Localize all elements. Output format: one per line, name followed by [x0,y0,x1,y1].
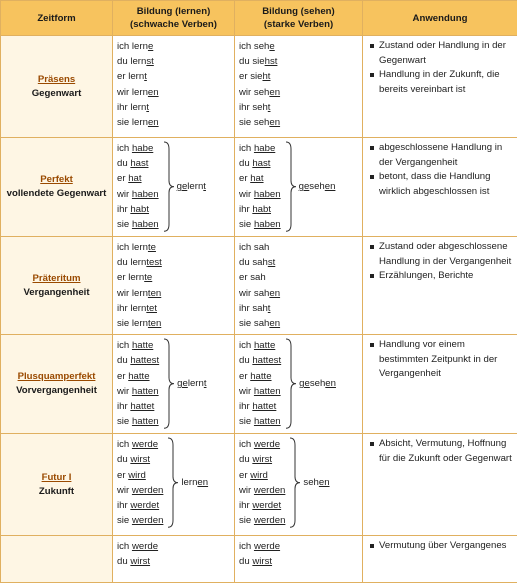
pronoun-stem: wir lern [117,288,148,299]
auxiliary-verb: hattet [252,401,276,412]
ending: t [268,303,271,314]
anwendung-cell [363,138,517,237]
infinitive-ending: en [319,477,330,488]
header-anwendung: Anwendung [363,1,517,36]
auxiliary-lines [117,437,163,528]
conjugation-line [117,85,234,100]
pronoun: ich [239,340,254,351]
auxiliary-verb: habe [132,143,153,154]
auxiliary-verb: werde [132,439,158,450]
pronoun: wir [239,485,254,496]
conjugation-line [117,100,234,115]
auxiliary-verb: wird [250,470,268,481]
usage-list [367,539,513,554]
auxiliary-verb: haben [254,219,281,230]
participle-ending: t [204,378,207,389]
pronoun: ihr [239,204,252,215]
tense-cell [1,536,113,583]
tense-name[interactable]: Präsens [3,73,110,87]
bildung-sehen-cell [235,536,363,583]
bildung-sehen-cell [235,335,363,434]
pronoun-stem: ich lern [117,41,148,52]
pronoun-stem: er sah [239,272,266,283]
conjugation-line [239,353,281,368]
ending: e [148,41,153,52]
conjugation-line [239,202,281,217]
conjugation-line [117,483,163,498]
auxiliary-verb: werde [254,439,280,450]
compound-form [117,338,234,429]
pronoun-stem: wir seh [239,87,269,98]
tense-cell [1,138,113,237]
tense-cell [1,36,113,138]
conjugation-line [239,483,285,498]
usage-item: abgeschlossene Handlung in der Vergangenheit [379,141,513,170]
auxiliary-verb: haben [132,219,159,230]
pronoun: wir [239,386,254,397]
conjugation-line [117,217,159,232]
conjugation-line [239,255,362,270]
conjugation-line [117,414,159,429]
usage-item: Zustand oder abgeschlossene Handlung in der Vergangenheit [379,240,513,269]
participle-ending: en [325,181,336,192]
ending: en [269,87,280,98]
conjugation-line [239,498,285,513]
pronoun-stem: du sah [239,257,268,268]
usage-item: Absicht, Vermutung, Hoffnung für die Zukunft oder Gegenwart [379,437,513,466]
participle [177,181,206,192]
conjugation-line [239,100,362,115]
ending: st [268,257,275,268]
pronoun-stem: ihr lern [117,102,146,113]
conjugation-line [117,202,159,217]
curly-brace-icon [285,338,297,429]
conjugation-line [239,39,362,54]
compound-form [239,141,362,232]
auxiliary-verb: hat [128,173,141,184]
conjugation-line [239,54,362,69]
auxiliary-verb: werde [254,541,280,552]
ending: ten [148,318,161,329]
conjugation-line [239,414,281,429]
auxiliary-lines [117,338,159,429]
ending: t [268,102,271,113]
ending: t [146,102,149,113]
header-bildung-sehen: Bildung (sehen) (starke Verben) [235,1,363,36]
conjugation-line [117,554,158,569]
participle-stem: seh [310,378,325,389]
ending: hst [265,56,278,67]
tense-name[interactable]: Perfekt [3,173,110,187]
pronoun-stem: er sie [239,71,262,82]
auxiliary-verb: werden [132,515,163,526]
anwendung-cell [363,237,517,335]
conjugation-line [117,498,163,513]
header-row [1,1,517,36]
auxiliary-verb: hattest [130,355,159,366]
pronoun-stem: ihr lern [117,303,146,314]
auxiliary-verb: wirst [252,556,272,567]
participle-stem: lern [188,378,204,389]
conjugation-line [117,353,159,368]
compound-form [239,437,362,528]
pronoun: sie [117,416,132,427]
pronoun-stem: ich seh [239,41,269,52]
pronoun: wir [117,386,132,397]
conjugation-line [117,452,163,467]
auxiliary-lines [117,141,159,232]
conjugation-line [239,240,362,255]
usage-list [367,240,513,284]
usage-list [367,39,513,97]
auxiliary-verb: hast [130,158,148,169]
auxiliary-verb: hatte [132,340,153,351]
pronoun: ihr [239,500,252,511]
ending: en [148,87,159,98]
curly-brace-icon [163,338,175,429]
pronoun: ihr [239,401,252,412]
conjugation-line [117,399,159,414]
pronoun: ich [117,143,132,154]
pronoun: du [239,355,252,366]
pronoun-stem: sie seh [239,117,269,128]
ending: en [269,288,280,299]
bildung-sehen-cell [235,434,363,536]
conjugation-line [239,539,280,554]
compound-form [239,338,362,429]
auxiliary-verb: hatten [254,386,281,397]
pronoun-stem: du sie [239,56,265,67]
conjugation-line [239,69,362,84]
tense-translation: vollendete Gegenwart [3,187,110,201]
conjugation-line [117,539,158,554]
auxiliary-verb: habt [130,204,149,215]
curly-brace-icon [163,141,175,232]
participle [303,477,329,488]
bildung-lernen-cell [113,36,235,138]
conjugation-line [239,384,281,399]
auxiliary-verb: habt [252,204,271,215]
conjugation-line [117,513,163,528]
conjugation-line [117,437,163,452]
pronoun-stem: sie lern [117,318,148,329]
auxiliary-verb: hast [252,158,270,169]
infinitive-ending: en [197,477,208,488]
bildung-lernen-cell [113,536,235,583]
ending: ten [148,288,161,299]
auxiliary-verb: werdet [130,500,159,511]
curly-brace-icon [285,141,297,232]
table-row [1,335,517,434]
conjugation-line [117,115,234,130]
pronoun: du [239,556,252,567]
pronoun: ihr [117,204,130,215]
conjugation-lines [117,240,234,331]
compound-form [117,437,234,528]
conjugation-line [117,270,234,285]
conjugation-line [239,468,285,483]
conjugation-line [117,468,163,483]
auxiliary-verb: wirst [130,454,150,465]
header-bildung-lernen: Bildung (lernen) (schwache Verben) [113,1,235,36]
conjugation-line [117,240,234,255]
bildung-lernen-cell [113,237,235,335]
pronoun: wir [239,189,254,200]
pronoun-stem: wir lern [117,87,148,98]
conjugation-line [239,171,281,186]
conjugation-line [239,187,281,202]
conjugation-line [117,54,234,69]
pronoun: wir [117,189,132,200]
auxiliary-verb: wirst [130,556,150,567]
ending: en [148,117,159,128]
auxiliary-lines [117,539,158,569]
auxiliary-verb: hat [250,173,263,184]
auxiliary-lines [239,539,280,569]
bildung-lernen-cell [113,138,235,237]
conjugation-line [117,69,234,84]
table-row [1,237,517,335]
conjugation-line [117,255,234,270]
pronoun: du [117,556,130,567]
pronoun: du [117,355,130,366]
conjugation-line [239,85,362,100]
ending: ht [262,71,270,82]
conjugation-line [117,301,234,316]
pronoun: du [239,158,252,169]
usage-item: Vermutung über Vergangenes [379,539,513,554]
pronoun-stem: er lern [117,272,144,283]
conjugation-lines [117,39,234,130]
tense-name[interactable]: Plusquamperfekt [3,370,110,384]
bildung-lernen-cell [113,335,235,434]
compound-form [239,539,362,569]
participle [299,378,336,389]
auxiliary-verb: werden [254,485,285,496]
pronoun: ich [239,439,254,450]
bildung-lernen-cell [113,434,235,536]
auxiliary-verb: werden [254,515,285,526]
auxiliary-verb: hatte [250,371,271,382]
auxiliary-verb: haben [254,189,281,200]
usage-item: Zustand oder Handlung in der Gegenwart [379,39,513,68]
auxiliary-verb: hatte [254,340,275,351]
conjugation-line [117,338,159,353]
conjugation-line [239,270,362,285]
conjugation-line [117,39,234,54]
auxiliary-verb: wird [128,470,146,481]
pronoun: ihr [117,401,130,412]
auxiliary-verb: hattest [252,355,281,366]
pronoun: ich [117,439,132,450]
ending: te [148,242,156,253]
conjugation-line [117,369,159,384]
participle-stem: lern [187,181,203,192]
ending: tet [146,303,157,314]
pronoun-stem: ihr seh [239,102,268,113]
ending: en [269,318,280,329]
tense-cell [1,434,113,536]
participle-ending: t [203,181,206,192]
pronoun-stem: ihr sah [239,303,268,314]
conjugation-line [239,316,362,331]
pronoun-stem: sie lern [117,117,148,128]
curly-brace-icon [167,437,179,528]
auxiliary-verb: hatten [254,416,281,427]
ending: en [269,117,280,128]
usage-list [367,437,513,466]
pronoun: sie [239,219,254,230]
auxiliary-verb: werden [132,485,163,496]
conjugation-line [239,286,362,301]
auxiliary-verb: habe [254,143,275,154]
auxiliary-verb: wirst [252,454,272,465]
pronoun: er [117,371,128,382]
auxiliary-verb: werdet [252,500,281,511]
conjugation-line [239,338,281,353]
conjugation-line [117,187,159,202]
auxiliary-verb: haben [132,189,159,200]
table-row [1,434,517,536]
table-row [1,138,517,237]
infinitive-stem: lern [181,477,197,488]
conjugation-line [239,513,285,528]
anwendung-cell [363,536,517,583]
participle-prefix: ge [177,181,188,192]
pronoun: du [117,454,130,465]
auxiliary-lines [239,141,281,232]
participle-ending: en [325,378,336,389]
pronoun-stem: du lern [117,56,146,67]
tense-name[interactable]: Futur I [3,471,110,485]
pronoun: sie [117,515,132,526]
auxiliary-verb: werde [132,541,158,552]
participle-prefix: ge [299,378,310,389]
conjugation-line [239,156,281,171]
conjugation-line [239,115,362,130]
header-zeitform: Zeitform [1,1,113,36]
tense-translation: Zukunft [3,485,110,499]
conjugation-line [239,369,281,384]
curly-brace-icon [289,437,301,528]
pronoun-stem: du lern [117,257,146,268]
pronoun: sie [239,515,254,526]
conjugation-line [239,554,280,569]
pronoun: sie [239,416,254,427]
pronoun: du [239,454,252,465]
tense-translation: Vorvergangenheit [3,384,110,398]
participle-prefix: ge [177,378,188,389]
conjugation-line [239,399,281,414]
pronoun: sie [117,219,132,230]
participle-stem: seh [309,181,324,192]
compound-form [117,539,234,569]
conjugation-line [117,384,159,399]
pronoun: ihr [117,500,130,511]
ending: te [144,272,152,283]
ending: t [144,71,147,82]
pronoun: er [117,173,128,184]
pronoun: ich [117,340,132,351]
tense-translation: Vergangenheit [3,286,110,300]
pronoun: ich [117,541,132,552]
table-row [1,536,517,583]
ending: e [269,41,274,52]
auxiliary-verb: hatten [132,386,159,397]
conjugation-line [117,156,159,171]
tense-cell [1,335,113,434]
pronoun: er [239,173,250,184]
usage-list [367,338,513,382]
pronoun-stem: er lern [117,71,144,82]
anwendung-cell [363,434,517,536]
tense-translation: Gegenwart [3,87,110,101]
tense-name[interactable]: Präteritum [3,272,110,286]
infinitive-stem: seh [303,477,318,488]
conjugation-line [239,437,285,452]
pronoun: ich [239,541,254,552]
pronoun: er [117,470,128,481]
pronoun: wir [117,485,132,496]
bildung-sehen-cell [235,237,363,335]
usage-item: Handlung in der Zukunft, die bereits vereinbart ist [379,68,513,97]
participle [181,477,208,488]
pronoun-stem: wir sah [239,288,269,299]
conjugation-line [117,141,159,156]
auxiliary-lines [239,437,285,528]
usage-list [367,141,513,199]
pronoun-stem: sie sah [239,318,269,329]
auxiliary-verb: hatte [128,371,149,382]
table-row [1,36,517,138]
tense-cell [1,237,113,335]
auxiliary-verb: hatten [132,416,159,427]
bildung-sehen-cell [235,138,363,237]
participle [299,181,336,192]
conjugation-line [239,452,285,467]
conjugation-line [117,286,234,301]
usage-item: Handlung vor einem bestimmten Zeitpunkt in der Vergangenheit [379,338,513,382]
conjugation-lines [239,39,362,130]
bildung-sehen-cell [235,36,363,138]
participle-prefix: ge [299,181,310,192]
pronoun: ich [239,143,254,154]
ending: st [146,56,153,67]
pronoun-stem: ich lern [117,242,148,253]
pronoun: er [239,470,250,481]
usage-item: Erzählungen, Berichte [379,269,513,284]
auxiliary-verb: hattet [130,401,154,412]
conjugation-line [239,217,281,232]
conjugation-line [239,301,362,316]
conjugation-line [117,171,159,186]
pronoun: er [239,371,250,382]
pronoun: du [117,158,130,169]
conjugation-line [117,316,234,331]
compound-form [117,141,234,232]
participle [177,378,206,389]
ending: test [146,257,161,268]
conjugation-line [239,141,281,156]
anwendung-cell [363,36,517,138]
auxiliary-lines [239,338,281,429]
pronoun-stem: ich sah [239,242,269,253]
conjugation-lines [239,240,362,331]
usage-item: betont, dass die Handlung wirklich abgeschlossen ist [379,170,513,199]
anwendung-cell [363,335,517,434]
